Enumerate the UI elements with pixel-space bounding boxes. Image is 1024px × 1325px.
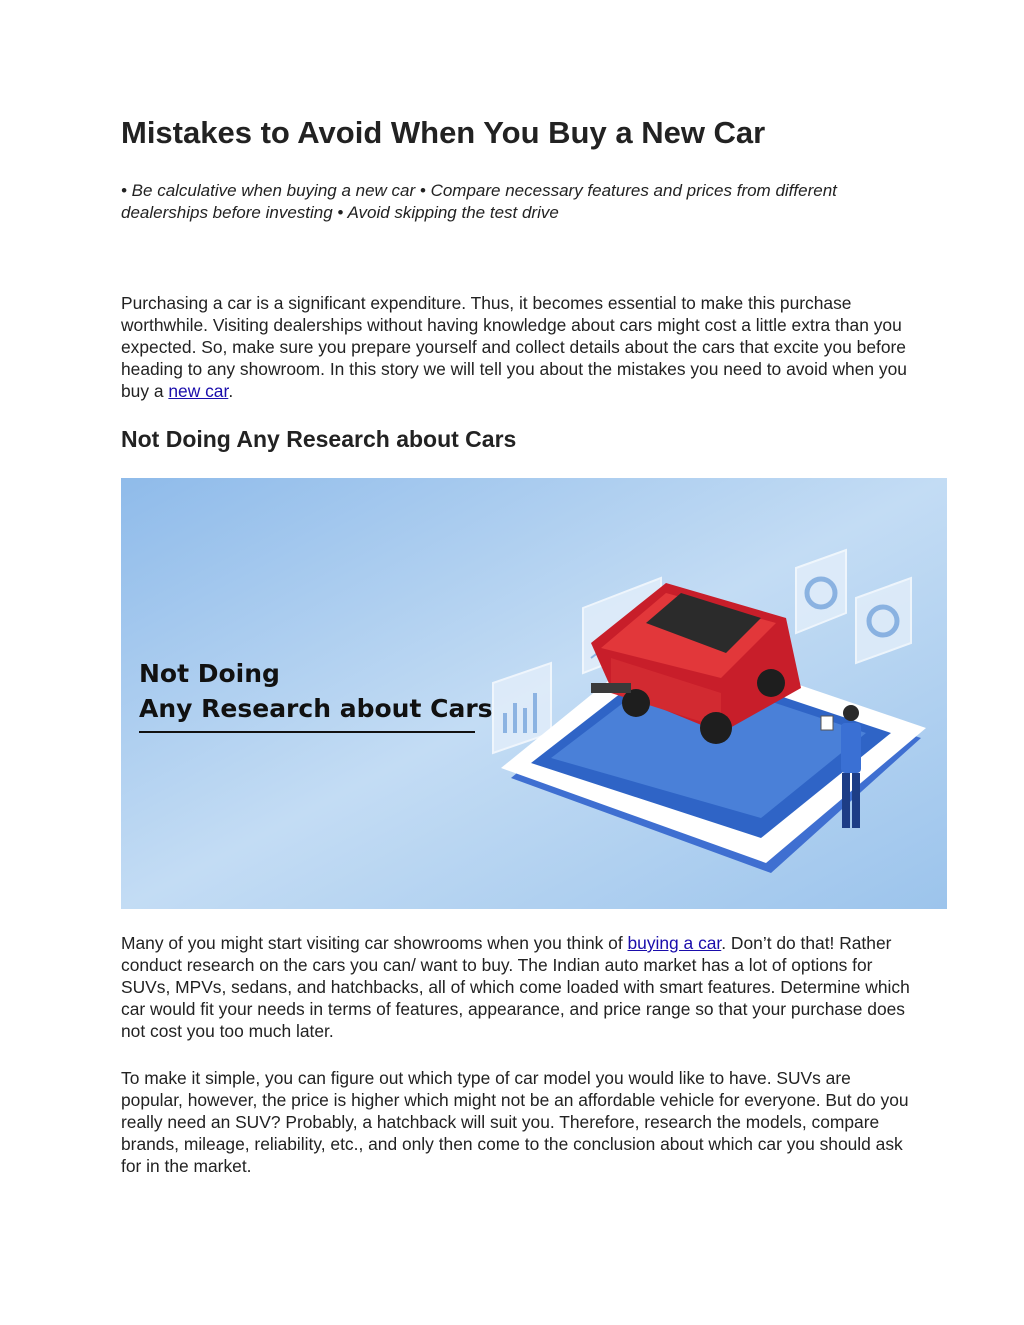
- research-text: Many of you might start visiting car showrooms when you think of: [121, 933, 628, 953]
- intro-text-end: .: [228, 381, 234, 401]
- article-summary: • Be calculative when buying a new car • Compare necessary features and prices from different dealerships before investing • Avoid skipping the test drive: [121, 181, 837, 222]
- caption-underline: [139, 731, 475, 733]
- research-text-end: . Don’t do that! Rather conduct research on the cars you can/ want to buy. The Indian auto market has a lot of options for SUVs, MPVs, sedans, and hatchbacks, all of which come loaded with smart features. Determine which car would fit your needs in terms of features, appearance, and price range so that your purchase does not cost you too much later.: [121, 933, 910, 1041]
- illustration-caption-line2: Any Research about Cars: [139, 694, 493, 723]
- research-illustration: [121, 478, 947, 909]
- research-paragraph-1: [121, 932, 911, 1042]
- article-title: Mistakes to Avoid When You Buy a New Car: [121, 115, 766, 150]
- research-paragraph-2: To make it simple, you can figure out which type of car model you would like to have. SUVs are popular, however, the price is higher which might not be an affordable vehicle for everyone. But do you really need an SUV? Probably, a hatchback will suit you. Therefore, research the models, compare brands, mileage, reliability, etc., and only then come to the conclusion about which car you should ask for in the market.: [121, 1068, 909, 1176]
- section-heading: Not Doing Any Research about Cars: [121, 426, 517, 452]
- new-car-link[interactable]: new car: [168, 381, 229, 401]
- illustration-caption-line1: Not Doing: [139, 659, 280, 688]
- intro-paragraph: [121, 292, 911, 402]
- buying-a-car-link[interactable]: buying a car: [627, 933, 722, 953]
- intro-text: Purchasing a car is a significant expenditure. Thus, it becomes essential to make this purchase worthwhile. Visiting dealerships without having knowledge about cars might cost a little extra than you expected. So, make sure you prepare yourself and collect details about the cars that excite you before heading to any showroom. In this story we will tell you about the mistakes you need to avoid when you buy a: [121, 293, 907, 401]
